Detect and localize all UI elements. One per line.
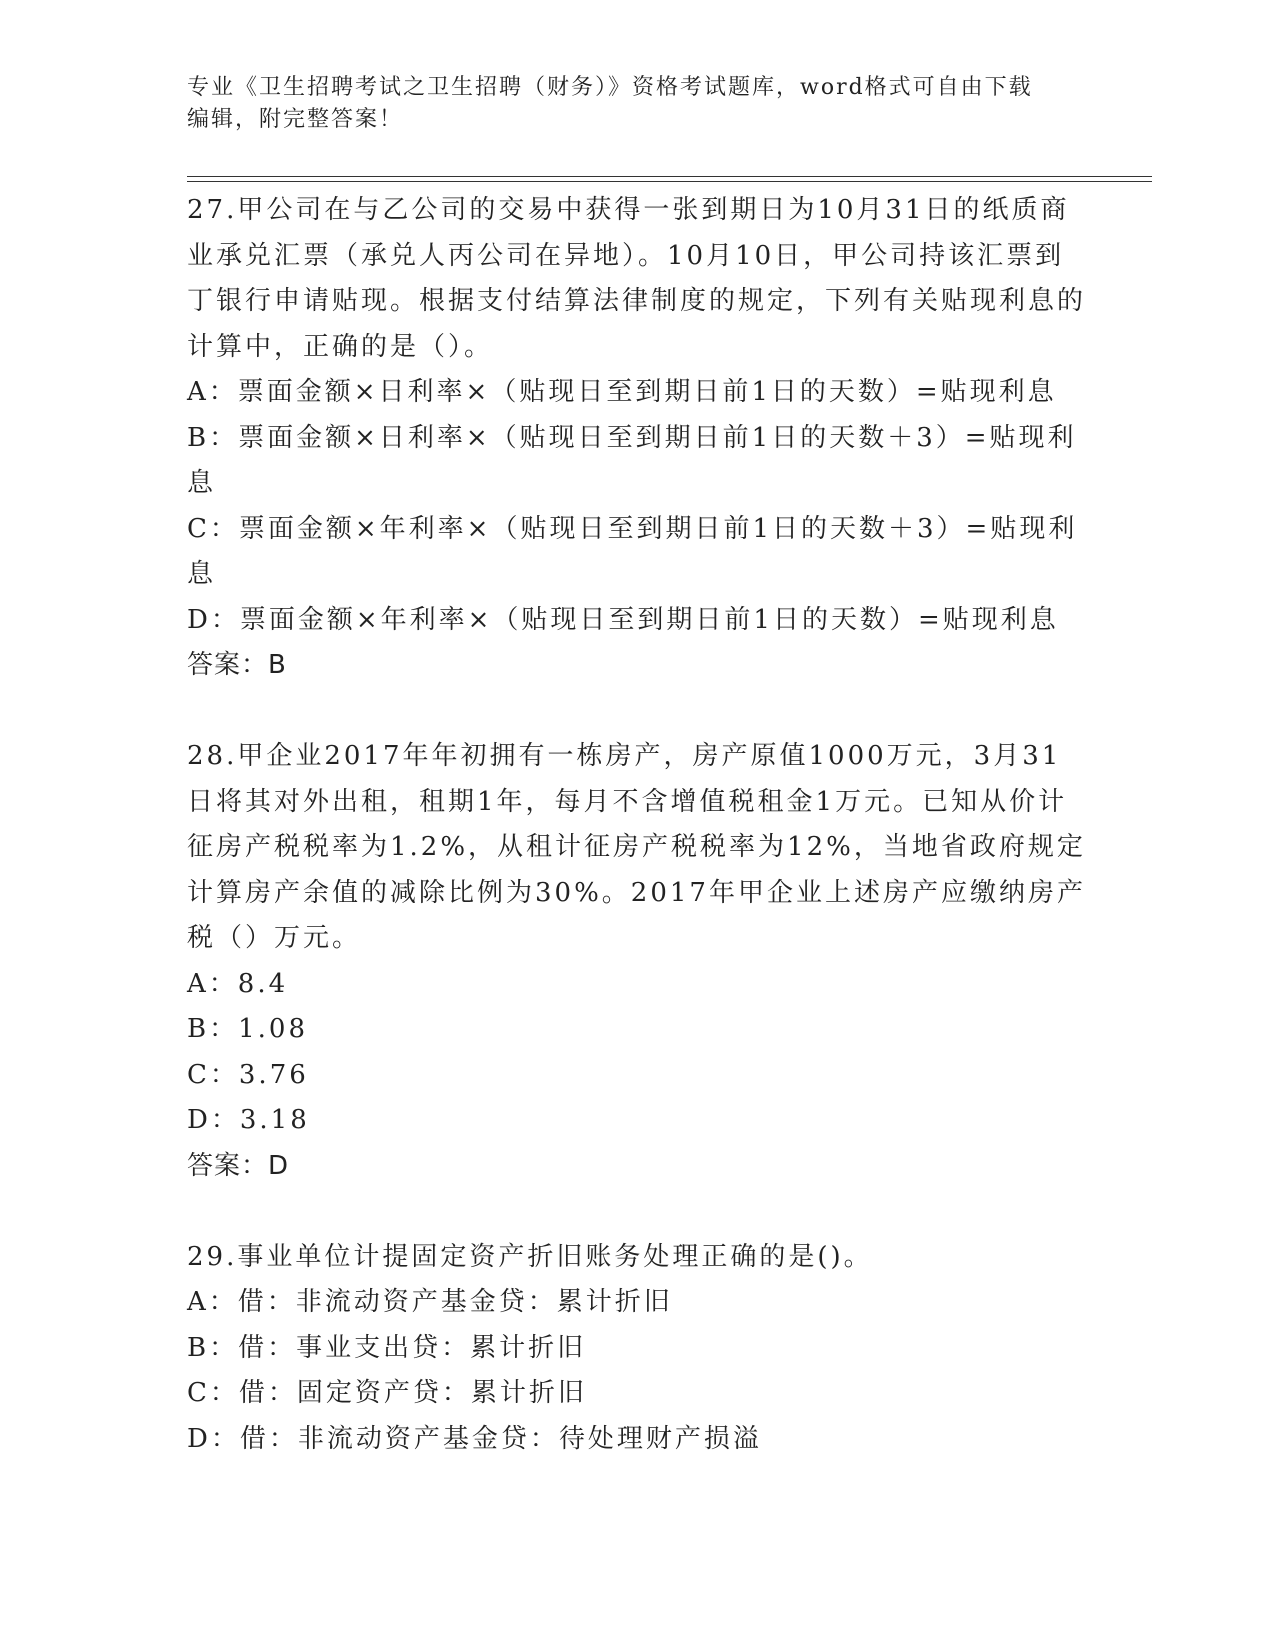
question-29: [187, 1235, 1087, 1463]
option-c: C：票面金额×年利率×（贴现日至到期日前1日的天数＋3）=贴现利息: [187, 513, 1078, 589]
question-spacer: [187, 1189, 1087, 1235]
option-a: A：8.4: [187, 968, 289, 999]
question-text: 27.甲公司在与乙公司的交易中获得一张到期日为10月31日的纸质商业承兑汇票（承兑人丙公司在异地）。10月10日，甲公司持该汇票到丁银行申请贴现。根据支付结算法律制度的规定，下列有关贴现利息的计算中，正确的是（）。: [187, 195, 1087, 362]
answer-label: 答案：B: [187, 650, 287, 680]
question-list: [187, 188, 1087, 1462]
question-28: [187, 734, 1087, 1189]
header-line-2: 编辑，附完整答案！: [187, 107, 404, 132]
option-b: B：票面金额×日利率×（贴现日至到期日前1日的天数＋3）=贴现利息: [187, 422, 1077, 498]
option-b: B：1.08: [187, 1014, 308, 1044]
question-text: 29.事业单位计提固定资产折旧账务处理正确的是()。: [187, 1241, 873, 1272]
question-27: [187, 188, 1087, 689]
option-c: C：借：固定资产贷：累计折旧: [187, 1378, 587, 1408]
option-d: D：票面金额×年利率×（贴现日至到期日前1日的天数）=贴现利息: [187, 604, 1059, 635]
header-line-1: 专业《卫生招聘考试之卫生招聘（财务）》资格考试题库，word格式可自由下载: [187, 75, 1033, 100]
answer-label: 答案：D: [187, 1150, 290, 1181]
option-b: B：借：事业支出贷：累计折旧: [187, 1332, 587, 1363]
header-rule-top: [187, 176, 1152, 177]
question-text: 28.甲企业2017年年初拥有一栋房产，房产原值1000万元，3月31日将其对外出租，租期1年，每月不含增值税租金1万元。已知从价计征房产税税率为1.2%，从租计征房产税税率为12%，当地省政府规定计算房产余值的减除比例为30%。2017年甲企业上述房产应缴纳房产税（）万元。: [187, 741, 1086, 953]
option-a: A：借：非流动资产基金贷：累计折旧: [187, 1287, 673, 1317]
document-header: [187, 72, 1087, 136]
option-a: A：票面金额×日利率×（贴现日至到期日前1日的天数）=贴现利息: [187, 377, 1057, 407]
question-spacer: [187, 689, 1087, 735]
option-d: D：借：非流动资产基金贷：待处理财产损溢: [187, 1423, 762, 1454]
header-rule-bottom: [187, 181, 1152, 182]
option-d: D：3.18: [187, 1105, 310, 1135]
option-c: C：3.76: [187, 1059, 309, 1090]
